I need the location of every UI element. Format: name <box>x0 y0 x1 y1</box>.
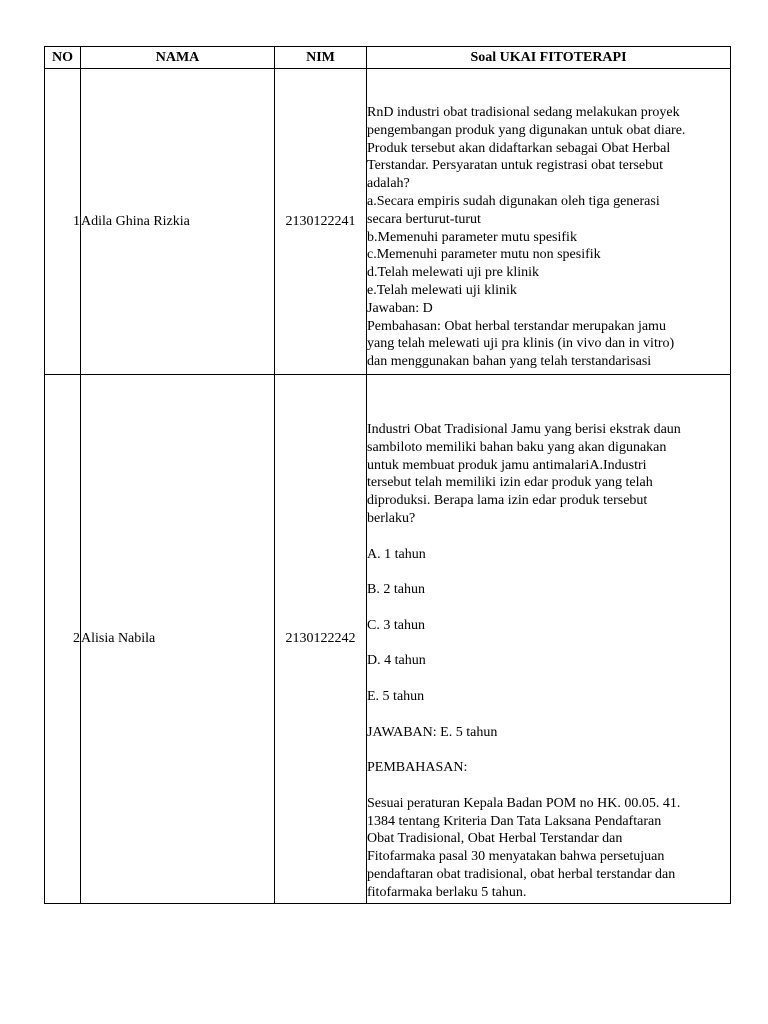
header-nim: NIM <box>275 47 367 69</box>
student-name: Adila Ghina Rizkia <box>81 69 275 375</box>
question-text <box>367 375 730 902</box>
question-line: d.Telah melewati uji pre klinik <box>367 265 540 281</box>
question-line: PEMBAHASAN: <box>367 760 468 776</box>
question-line: dan menggunakan bahan yang telah terstandarisasi <box>367 354 652 370</box>
question-line: B. 2 tahun <box>367 582 425 598</box>
student-nim: 2130122241 <box>275 69 367 375</box>
question-line: secara berturut-turut <box>367 211 481 227</box>
question-line: e.Telah melewati uji klinik <box>367 282 517 298</box>
header-nama: NAMA <box>81 47 275 69</box>
student-nim: 2130122242 <box>275 375 367 904</box>
question-line: Jawaban: D <box>367 300 433 316</box>
blank-line <box>367 777 730 795</box>
question-text <box>367 69 730 371</box>
header-soal: Soal UKAI FITOTERAPI <box>367 47 731 69</box>
question-line: a.Secara empiris sudah digunakan oleh tiga generasi <box>367 193 660 209</box>
question-cell <box>367 375 731 904</box>
soal-table <box>44 46 731 904</box>
question-line: C. 3 tahun <box>367 617 425 633</box>
question-line: Fitofarmaka pasal 30 menyatakan bahwa persetujuan <box>367 849 665 865</box>
table-header-row <box>45 47 731 69</box>
question-line: yang telah melewati uji pra klinis (in vivo dan in vitro) <box>367 336 675 352</box>
blank-line <box>367 635 730 653</box>
row-number: 2 <box>45 375 81 904</box>
student-name: Alisia Nabila <box>81 375 275 904</box>
blank-line <box>367 528 730 546</box>
question-line: sambiloto memiliki bahan baku yang akan digunakan <box>367 439 667 455</box>
header-no: NO <box>45 47 81 69</box>
question-line: pendaftaran obat tradisional, obat herbal terstandar dan <box>367 866 676 882</box>
blank-line <box>367 670 730 688</box>
question-line: berlaku? <box>367 510 416 526</box>
blank-line <box>367 706 730 724</box>
question-line: 1384 tentang Kriteria Dan Tata Laksana Pendaftaran <box>367 813 662 829</box>
row-number: 1 <box>45 69 81 375</box>
question-line: Terstandar. Persyaratan untuk registrasi obat tersebut <box>367 158 664 174</box>
blank-line <box>367 599 730 617</box>
question-line: Sesuai peraturan Kepala Badan POM no HK. 00.05. 41. <box>367 795 681 811</box>
blank-line <box>367 741 730 759</box>
table-row <box>45 375 731 904</box>
question-line: c.Memenuhi parameter mutu non spesifik <box>367 247 601 263</box>
question-line: Industri Obat Tradisional Jamu yang berisi ekstrak daun <box>367 422 681 437</box>
question-line: untuk membuat produk jamu antimalariA.Industri <box>367 457 647 473</box>
question-line: fitofarmaka berlaku 5 tahun. <box>367 884 527 900</box>
question-line: D. 4 tahun <box>367 653 426 669</box>
question-line: adalah? <box>367 176 410 192</box>
question-line: tersebut telah memiliki izin edar produk yang telah <box>367 475 653 491</box>
question-line: JAWABAN: E. 5 tahun <box>367 724 498 740</box>
question-line: b.Memenuhi parameter mutu spesifik <box>367 229 577 245</box>
question-line: Obat Tradisional, Obat Herbal Terstandar dan <box>367 831 623 847</box>
question-line: Produk tersebut akan didaftarkan sebagai Obat Herbal <box>367 140 671 156</box>
question-line: pengembangan produk yang digunakan untuk obat diare. <box>367 122 686 138</box>
question-line: diproduksi. Berapa lama izin edar produk tersebut <box>367 493 648 509</box>
table-row <box>45 69 731 375</box>
blank-line <box>367 563 730 581</box>
question-cell <box>367 69 731 375</box>
question-line: RnD industri obat tradisional sedang melakukan proyek <box>367 105 680 120</box>
question-line: A. 1 tahun <box>367 546 426 562</box>
question-line: E. 5 tahun <box>367 688 425 704</box>
question-line: Pembahasan: Obat herbal terstandar merupakan jamu <box>367 318 666 334</box>
